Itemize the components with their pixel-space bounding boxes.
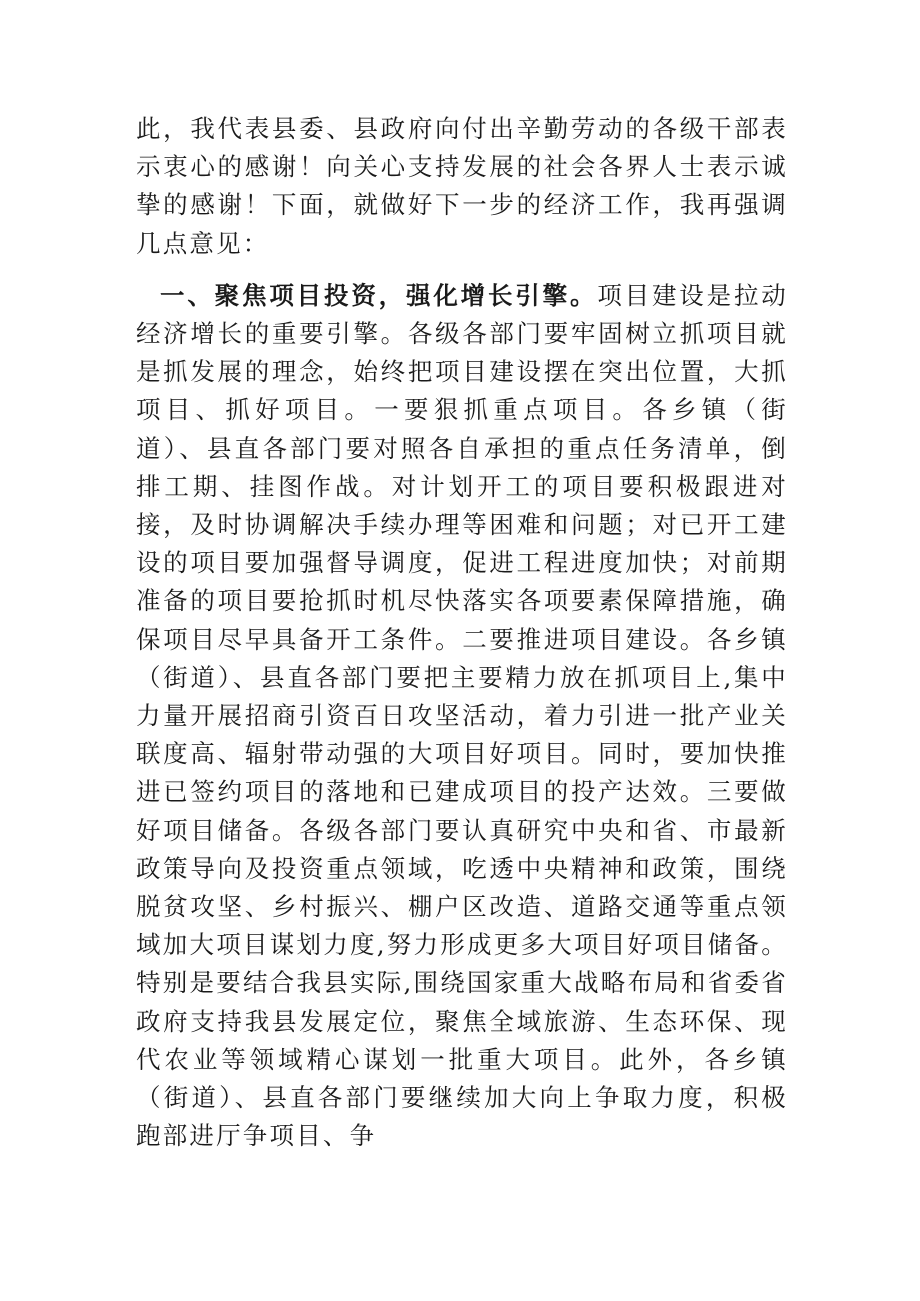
- paragraph-section-one: [136, 277, 788, 1156]
- paragraph-opening-text: 此，我代表县委、县政府向付出辛勤劳动的各级干部表示衷心的感谢！向关心支持发展的社会各界人士表示诚挚的感谢！下面，就做好下一步的经济工作，我再强调几点意见：: [136, 114, 788, 258]
- paragraph-opening: [136, 110, 788, 263]
- document-body: [136, 110, 788, 1155]
- section-one-heading: 一、聚焦项目投资，强化增长引擎。: [160, 280, 598, 310]
- section-one-text: 项目建设是拉动经济增长的重要引擎。各级各部门要牢固树立抓项目就是抓发展的理念，始终把项目建设摆在突出位置，大抓项目、抓好项目。一要狠抓重点项目。各乡镇（街道）、县直各部门要对照各自承担的重点任务清单，倒排工期、挂图作战。对计划开工的项目要积极跟进对接，及时协调解决手续办理等困难和问题；对已开工建设的项目要加强督导调度，促进工程进度加快；对前期准备的项目要抢抓时机尽快落实各项要素保障措施，确保项目尽早具备开工条件。二要推进项目建设。各乡镇（街道）、县直各部门要把主要精力放在抓项目上,集中力量开展招商引资百日攻坚活动，着力引进一批产业关联度高、辐射带动强的大项目好项目。同时，要加快推进已签约项目的落地和已建成项目的投产达效。三要做好项目储备。各级各部门要认真研究中央和省、市最新政策导向及投资重点领域，吃透中央精神和政策，围绕脱贫攻坚、乡村振兴、棚户区改造、道路交通等重点领域加大项目谋划力度,努力形成更多大项目好项目储备。特别是要结合我县实际,围绕国家重大战略布局和省委省政府支持我县发展定位，聚焦全域旅游、生态环保、现代农业等领域精心谋划一批重大项目。此外，各乡镇（街道）、县直各部门要继续加大向上争取力度，积极跑部进厅争项目、争: [136, 280, 789, 1151]
